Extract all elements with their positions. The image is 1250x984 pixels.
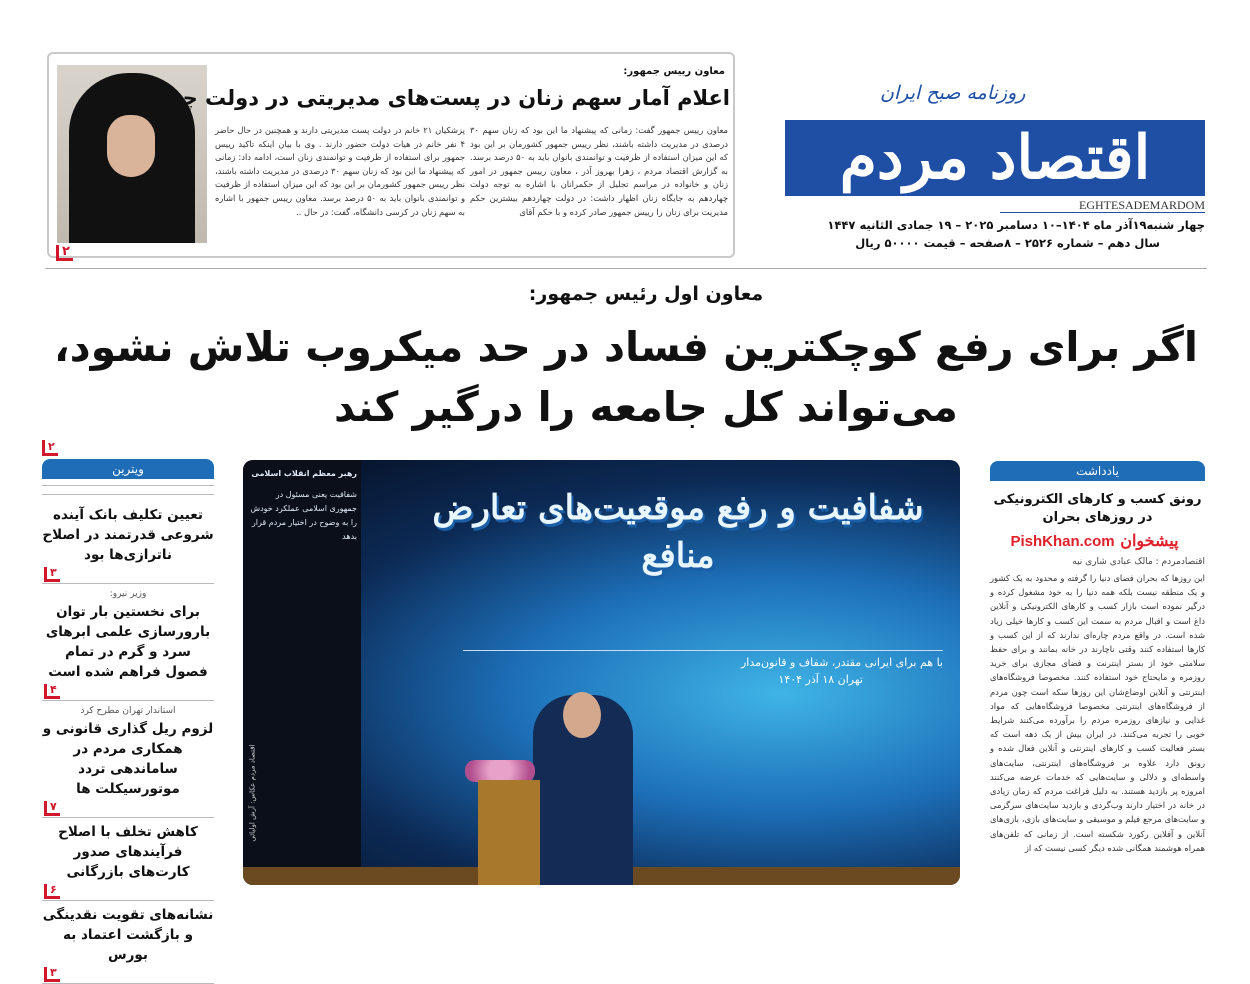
divider (42, 485, 214, 495)
photo-slogan: با هم برای ایرانی مقتدر، شفاف و قانون‌مدار (463, 650, 943, 670)
page-reference[interactable]: ۷ (44, 801, 60, 816)
newspaper-logo: اقتصاد مردم (839, 123, 1151, 193)
issue-info: سال دهم – شماره ۲۵۲۶ – ۸صفحه – قیمت ۵۰۰۰۰ ریال (855, 236, 1160, 250)
sidebar-item[interactable] (42, 501, 214, 584)
sidebar-item[interactable] (42, 818, 214, 901)
sidebar-item-title: کاهش تخلف با اصلاح فرآیندهای صدور کارت‌های بازرگانی (58, 824, 198, 880)
divider (45, 268, 1207, 269)
note-title[interactable]: رونق کسب و کارهای الکترونیکی در روزهای بحران (993, 492, 1202, 525)
watermark-fa: پیشخوان (1120, 531, 1179, 550)
photo-banner-text: شفافیت و رفع موقعیت‌های تعارض منافع (432, 488, 924, 576)
sidebar-header: ویترین (42, 459, 214, 479)
page-reference[interactable]: ۳ (44, 567, 60, 582)
pishkhan-watermark (990, 531, 1205, 552)
main-headline-line-1[interactable]: اگر برای رفع کوچکترین فساد در حد میکروب تلاش نشود، (54, 323, 1198, 371)
page-reference[interactable]: ۴ (44, 684, 60, 699)
page-reference[interactable]: ۶ (44, 884, 60, 899)
editorial-note (990, 458, 1205, 855)
main-photo (243, 460, 960, 885)
photo-slogan-date: تهران ۱۸ آذر ۱۴۰۴ (778, 673, 863, 686)
photo-panel-title: رهبر معظم انقلاب اسلامی (251, 469, 357, 478)
sidebar-item-kicker: وزیر نیرو: (109, 589, 147, 599)
issue-date: چهار شنبه۱۹آذر ماه ۱۴۰۴–۱۰ دسامبر ۲۰۲۵ – ۱۹ جمادی الثانیه ۱۴۴۷ (827, 218, 1205, 232)
top-story-kicker: معاون رییس جمهور: (623, 66, 725, 77)
top-story-column-1: معاون رییس جمهور گفت: زمانی که پیشنهاد ما این بود که زنان سهم ۳۰ درصدی در مدیریت داشته باشند، نظر رییس جمهور کشورمان بر این بود که این میزان استفاده از ظرفیت و توانمندی بانوان باید به ۵۰ درصد برسد. به گزارش اقتصاد مردم ، زهرا بهروز آذر ، معاون رییس جمهور در امور زنان و خانواده در مراسم تجلیل از حکمرانان با اشاره به توجه دولت چهاردهم به جایگاه زنان اظهار داشت: در دولت چهاردهم بیشترین حکم مدیریت برای زنان را رییس جمهور صادر کرده و با حکم آقای (470, 125, 728, 217)
sidebar-showcase (42, 440, 214, 984)
photo-panel-text: شفافیت یعنی مسئول در جمهوری اسلامی عملکرد خودش را به وضوح در اختیار مردم قرار بدهد (250, 490, 357, 541)
sidebar-item-kicker: استاندار تهران مطرح کرد (80, 706, 176, 716)
main-kicker: معاون اول رئیس جمهور: (528, 283, 764, 305)
note-body: این روزها که بحران فضای دنیا را گرفته و محدود به یک کشور و یک منطقه نیست بلکه همه دنیا را به خود مشغول کرده و درگیر نموده است بازار کسب و کارهای الکترونیکی و آنلاین داغ است و اقبال مردم به سمت این کسب و کارها خیلی زیاد شده است. در واقع مردم چاره‌ای ندارند که از این کسب و کارها استفاده کنند وقتی ناچارند در خانه بمانند و برای حفظ سلامتی خود از بستر اینترنت و فضای مجازی برای خرید روزمره و مایحتاج خود استفاده کنند. مخصوصا فروشگاه‌های اینترنتی و آنلاین اوضاع‌شان این روزها سکه است چون مردم از فروشگاه‌های اینترنتی مخصوصا فروشگاه‌هایی که مواد غذایی و نیازهای روزمره مردم را برآورده می‌کنند شرایط خوبی را تجربه می‌کنند. در ایران بیش از یک دهه است که بستر فعالیت کسب و کارهای اینترنتی و آنلاین فعال شده و رونق دارد علاوه بر فروشگاه‌های اینترنتی، سایت‌های واسطه‌ای و دلالی و سایت‌هایی که خدمات عرضه می‌کنند امروزه پر بازدید هستند. به دلیل فراغت مردم که زمان زیادی در خانه در اختیار دارند وب‌گردی و بازدید سایت‌های سرگرمی و سایت‌های مرجع فیلم و موسیقی و سایت‌های بازی، بازی‌های آنلاین و آفلاین رکورد شکسته است. از زمانی که تلفن‌های همراه هوشمند همگانی شده دیگر کسی نیست که از (990, 573, 1205, 853)
page-reference[interactable]: ۲ (42, 440, 58, 456)
note-author: اقتصادمردم : مالک عبادی شاری نیه (1072, 557, 1205, 567)
photo-credit: اقتصاد مردم عکاس: آرش اولیائی (248, 744, 257, 842)
page-reference[interactable]: ۳ (44, 967, 60, 982)
note-header: یادداشت (990, 461, 1205, 481)
main-headline-line-2[interactable]: می‌تواند کل جامعه را درگیر کند (334, 383, 958, 431)
top-story-column-2: پزشکیان ۲۱ خانم در دولت پست مدیریتی دارند و همچنین در حال حاضر ۴ نفر خانم در هیات دولت حضور دارند . وی با بیان اینکه تاکید رییس جمهور برای استفاده از ظرفیت و توانمندی زنان است، ادامه داد: زمانی که پیشنهاد ما این بود که زنان سهم ۳۰ درصدی در مدیریت داشته باشند، نظر رییس جمهور کشورمان بر این بود که این میزان استفاده از ظرفیت و توانمندی بانوان باید به ۵۰ درصد برسد. معاون رییس جمهور با اشاره به سهم زنان در کرسی دانشگاه، گفت: در حال .. (215, 125, 465, 217)
sidebar-item[interactable] (42, 901, 214, 984)
sidebar-item-title: لزوم ریل گذاری قانونی و همکاری مردم در ساماندهی تردد موتورسیکلت ها (42, 721, 214, 797)
masthead-subtitle: روزنامه صبح ایران (880, 82, 1026, 104)
page-reference[interactable]: ۲ (56, 245, 73, 261)
sidebar-item-title: تعیین تکلیف بانک آینده شروعی قدرتمند در اصلاح ناترازی‌ها بود (42, 507, 214, 563)
watermark-latin: PishKhan.com (1010, 533, 1115, 550)
sidebar-item-title: برای نخستین بار توان بارورسازی علمی ابرهای سرد و گرم در تمام فصول فراهم شده است (45, 604, 211, 680)
sidebar-item[interactable] (42, 701, 214, 818)
sidebar-item-title: نشانه‌های تقویت نقدینگی و بازگشت اعتماد به بورس (42, 907, 214, 963)
sidebar-item[interactable] (42, 584, 214, 701)
masthead-latin-name: EGHTESADEMARDOM (1000, 198, 1205, 213)
top-story-title[interactable]: اعلام آمار سهم زنان در پست‌های مدیریتی در دولت چهاردهم (106, 86, 730, 110)
podium (478, 780, 540, 885)
